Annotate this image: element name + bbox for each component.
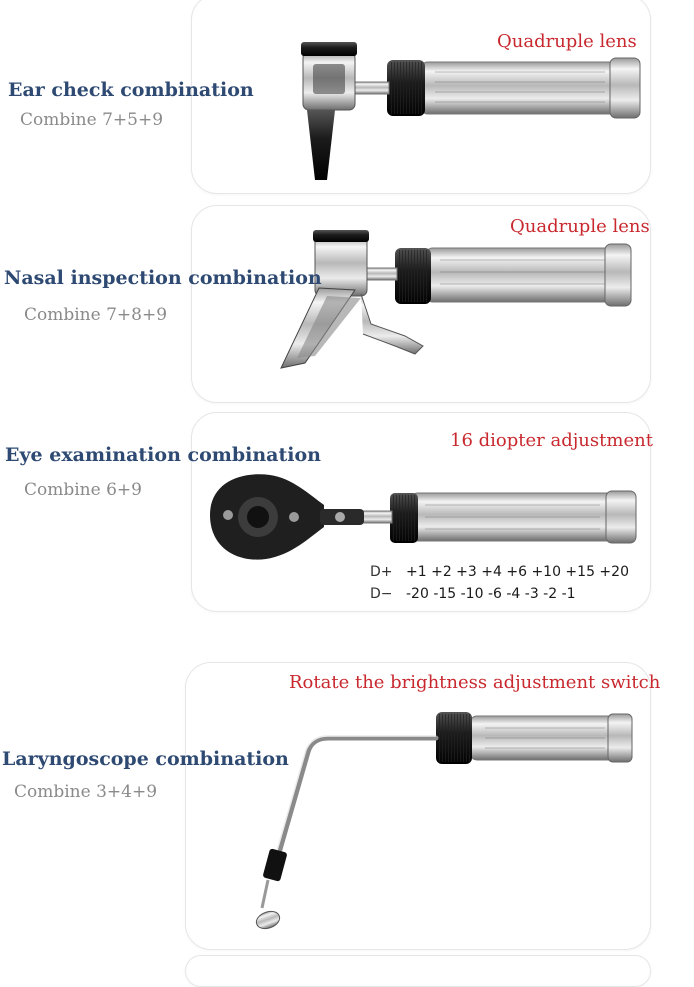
feature-label: Rotate the brightness adjustment switch [289,672,661,693]
diopter-minus-row [370,586,576,602]
feature-label: 16 diopter adjustment [450,430,653,451]
laryngoscope-icon [240,700,640,940]
diopter-plus-row [370,564,629,580]
section-title: Laryngoscope combination [2,748,289,770]
combine-label: Combine 7+5+9 [20,110,164,130]
section-title: Nasal inspection combination [4,267,322,289]
diopter-minus-values: -20 -15 -10 -6 -4 -3 -2 -1 [406,586,576,602]
section-title: Eye examination combination [5,444,321,466]
diopter-plus-values: +1 +2 +3 +4 +6 +10 +15 +20 [406,564,629,580]
otoscope-icon [285,30,645,190]
feature-label: Quadruple lens [497,31,637,52]
feature-label: Quadruple lens [510,216,650,237]
section-title: Ear check combination [8,79,254,101]
nasal-speculum-icon [275,228,645,378]
diopter-minus-label: D− [370,586,393,602]
diopter-plus-label: D+ [370,564,393,580]
combine-label: Combine 6+9 [24,480,142,500]
combine-label: Combine 7+8+9 [24,305,168,325]
combine-label: Combine 3+4+9 [14,782,158,802]
ophthalmoscope-icon [200,465,645,565]
